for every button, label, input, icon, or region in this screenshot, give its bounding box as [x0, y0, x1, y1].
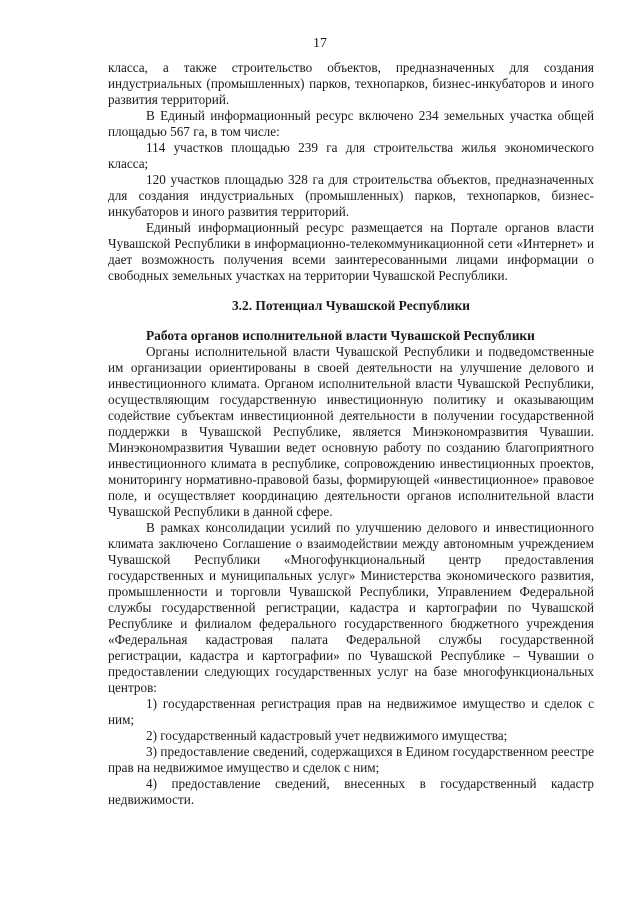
page-content	[108, 60, 594, 808]
list-item: 1) государственная регистрация прав на недвижимое имущество и сделок с ним;	[108, 696, 594, 727]
paragraph: Органы исполнительной власти Чувашской Республики и подведомственные им организации ориентированы в своей деятельности на улучшение делового и инвестиционного климата. Органом исполнительной власти Чувашской Республики, осуществляющим государственную инвестиционную политику и оказывающим содействие субъектам инвестиционной деятельности в получении государственной поддержки в Чувашской Республике, является Минэкономразвития Чувашии. Минэкономразвития Чувашии ведет основную работу по созданию благоприятного инвестиционного климата в республике, сопровождению инвестиционных проектов, мониторингу нормативно-правовой базы, формирующей «инвестиционное» правовое поле, и осуществляет координацию деятельности органов исполнительной власти Чувашской Республики в данной сфере.	[108, 344, 594, 519]
paragraph: класса, а также строительство объектов, предназначенных для создания индустриальных (промышленных) парков, технопарков, бизнес-инкубаторов и иного развития территорий.	[108, 60, 594, 107]
section-heading: 3.2. Потенциал Чувашской Республики	[231, 298, 470, 313]
paragraph: 114 участков площадью 239 га для строительства жилья экономического класса;	[108, 140, 594, 171]
paragraph: 120 участков площадью 328 га для строительства объектов, предназначенных для создания индустриальных (промышленных) парков, технопарков, бизнес-инкубаторов и иного развития территорий.	[108, 172, 594, 219]
paragraph: Единый информационный ресурс размещается на Портале органов власти Чувашской Республики в информационно-телекоммуникационной сети «Интернет» и дает возможность получения всеми заинтересованными лицами информации о свободных земельных участках на территории Чувашской Республики.	[108, 220, 594, 283]
list-item: 2) государственный кадастровый учет недвижимого имущества;	[146, 728, 508, 743]
paragraph: В Единый информационный ресурс включено 234 земельных участка общей площадью 567 га, в том числе:	[108, 108, 594, 139]
page-number: 17	[313, 36, 327, 51]
list-item: 4) предоставление сведений, внесенных в государственный кадастр недвижимости.	[108, 776, 594, 807]
list-item: 3) предоставление сведений, содержащихся в Едином государственном реестре прав на недвижимое имущество и сделок с ним;	[108, 744, 594, 775]
paragraph: В рамках консолидации усилий по улучшению делового и инвестиционного климата заключено Соглашение о взаимодействии между автономным учреждением Чувашской Республики «Многофункциональный центр предоставления государственных и муниципальных услуг» Министерства экономического развития, промышленности и торговли Чувашской Республики, Управлением Федеральной службы государственной регистрации, кадастра и картографии по Чувашской Республике и филиалом федерального государственного бюджетного учреждения «Федеральная кадастровая палата Федеральной службы государственной регистрации, кадастра и картографии» по Чувашской Республике – Чувашии о предоставлении следующих государственных услуг на базе многофункциональных центров:	[108, 520, 594, 695]
sub-heading: Работа органов исполнительной власти Чувашской Республики	[146, 328, 535, 343]
